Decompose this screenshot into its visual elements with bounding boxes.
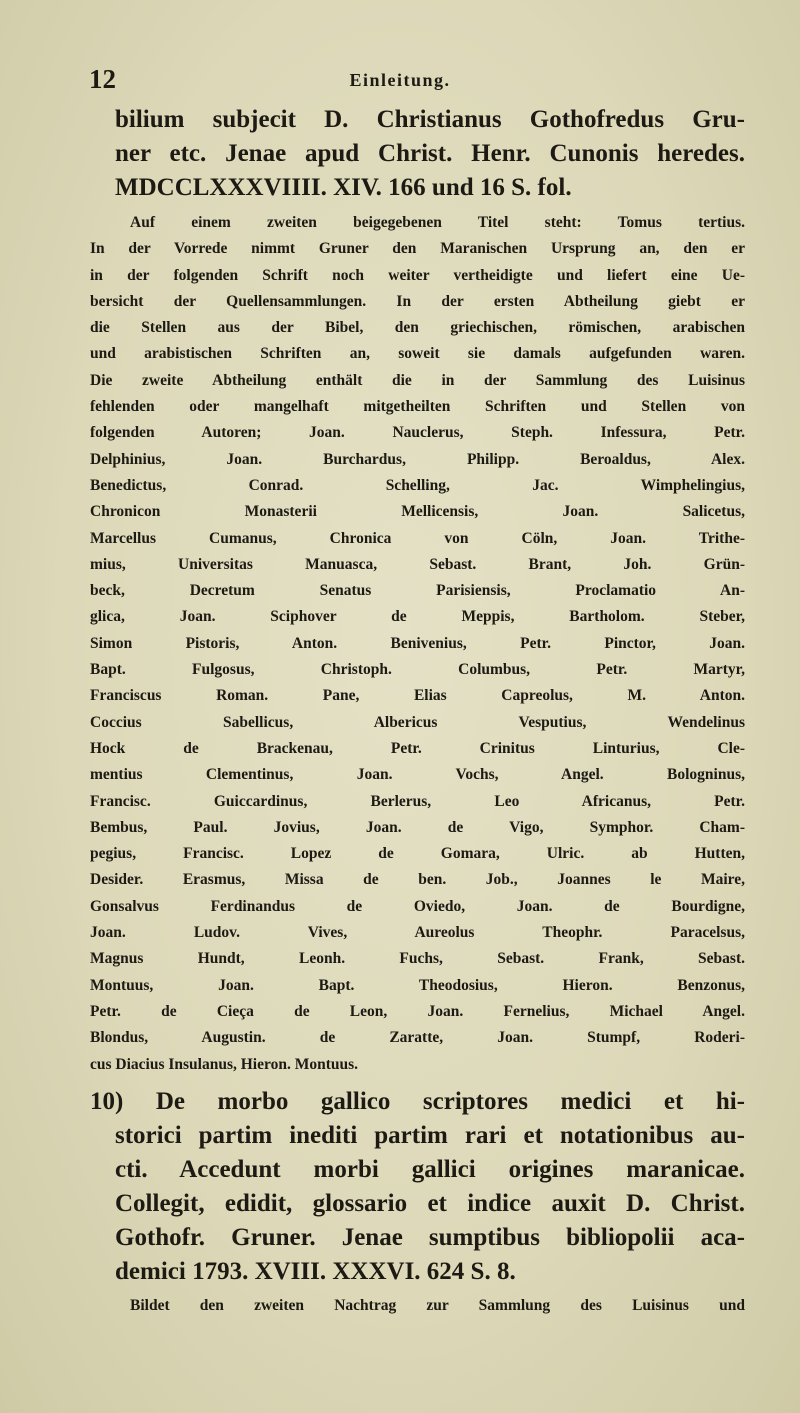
text-line: glica, Joan. Sciphover de Meppis, Bartholom. Steber, <box>90 608 745 626</box>
text-line: Coccius Sabellicus, Albericus Vesputius, Wendelinus <box>90 713 745 731</box>
text-line: Gothofr. Gruner. Jenae sumptibus bibliopolii aca- <box>115 1224 745 1251</box>
text-line: Auf einem zweiten beigegebenen Titel steht: Tomus tertius. <box>130 214 745 231</box>
text-line: Blondus, Augustin. de Zaratte, Joan. Stumpf, Roderi- <box>90 1029 745 1047</box>
text-line: Benedictus, Conrad. Schelling, Jac. Wimphelingius, <box>90 476 745 494</box>
text-line: mentius Clementinus, Joan. Vochs, Angel. Bologninus, <box>90 766 745 784</box>
text-line: bilium subjecit D. Christianus Gothofredus Gru- <box>115 106 745 133</box>
text-line: cus Diacius Insulanus, Hieron. Montuus. <box>90 1055 359 1073</box>
text-line: Delphinius, Joan. Burchardus, Philipp. Beroaldus, Alex. <box>90 450 745 468</box>
text-line: bersicht der Quellensammlungen. In der ersten Abtheilung giebt er <box>90 292 745 310</box>
text-line: fehlenden oder mangelhaft mitgetheilten Schriften und Stellen von <box>90 398 745 416</box>
text-line: Hock de Brackenau, Petr. Crinitus Linturius, Cle- <box>90 739 745 757</box>
text-line: Simon Pistoris, Anton. Benivenius, Petr. Pinctor, Joan. <box>90 634 745 652</box>
text-line: Francisc. Guiccardinus, Berlerus, Leo Africanus, Petr. <box>90 792 745 810</box>
text-line: Joan. Ludov. Vives, Aureolus Theophr. Paracelsus, <box>90 924 745 942</box>
entry-10-note <box>90 1293 745 1319</box>
entry-10-title <box>90 1085 745 1289</box>
entry-note <box>90 210 745 1078</box>
text-line: Bembus, Paul. Jovius, Joan. de Vigo, Symphor. Cham- <box>90 818 745 836</box>
page-number: 12 <box>89 64 116 94</box>
text-line: Petr. de Cieça de Leon, Joan. Fernelius, Michael Angel. <box>90 1002 745 1020</box>
text-line: mius, Universitas Manuasca, Sebast. Brant, Joh. Grün- <box>90 555 745 573</box>
text-line: demici 1793. XVIII. XXXVI. 624 S. 8. <box>115 1258 516 1285</box>
text-line: folgenden Autoren; Joan. Nauclerus, Steph. Infessura, Petr. <box>90 424 745 442</box>
text-line: Gonsalvus Ferdinandus de Oviedo, Joan. de Bourdigne, <box>90 897 745 915</box>
page-header <box>0 64 800 100</box>
text-line: und arabistischen Schriften an, soweit sie damals aufgefunden waren. <box>90 345 745 363</box>
entry-title-continued <box>115 103 745 205</box>
text-line: storici partim inediti partim rari et notationibus au- <box>115 1122 745 1149</box>
text-line: cti. Accedunt morbi gallici origines maranicae. <box>115 1156 745 1183</box>
text-line: Collegit, edidit, glossario et indice auxit D. Christ. <box>115 1190 745 1217</box>
text-line: Magnus Hundt, Leonh. Fuchs, Sebast. Frank, Sebast. <box>90 950 745 968</box>
text-line: In der Vorrede nimmt Gruner den Maranischen Ursprung an, den er <box>90 240 745 258</box>
text-line: pegius, Francisc. Lopez de Gomara, Ulric. ab Hutten, <box>90 845 745 863</box>
text-line: Marcellus Cumanus, Chronica von Cöln, Joan. Trithe- <box>90 529 745 547</box>
text-line: Chronicon Monasterii Mellicensis, Joan. Salicetus, <box>90 503 745 521</box>
text-line: Desider. Erasmus, Missa de ben. Job., Joannes le Maire, <box>90 871 745 889</box>
text-line: beck, Decretum Senatus Parisiensis, Proclamatio An- <box>90 582 745 600</box>
text-line: Bildet den zweiten Nachtrag zur Sammlung des Luisinus und <box>130 1297 745 1314</box>
text-line: MDCCLXXXVIIII. XIV. 166 und 16 S. fol. <box>115 174 572 201</box>
text-line: Montuus, Joan. Bapt. Theodosius, Hieron. Benzonus, <box>90 976 745 994</box>
text-line: in der folgenden Schrift noch weiter vertheidigte und liefert eine Ue- <box>90 266 745 284</box>
text-line: Bapt. Fulgosus, Christoph. Columbus, Petr. Martyr, <box>90 661 745 679</box>
text-line: Franciscus Roman. Pane, Elias Capreolus, M. Anton. <box>90 687 745 705</box>
text-line: ner etc. Jenae apud Christ. Henr. Cunonis heredes. <box>115 140 745 167</box>
running-head: Einleitung. <box>349 70 451 90</box>
text-line: Die zweite Abtheilung enthält die in der Sammlung des Luisinus <box>90 371 745 389</box>
text-line: die Stellen aus der Bibel, den griechischen, römischen, arabischen <box>90 319 745 337</box>
text-line: 10) De morbo gallico scriptores medici et hi- <box>90 1088 745 1115</box>
